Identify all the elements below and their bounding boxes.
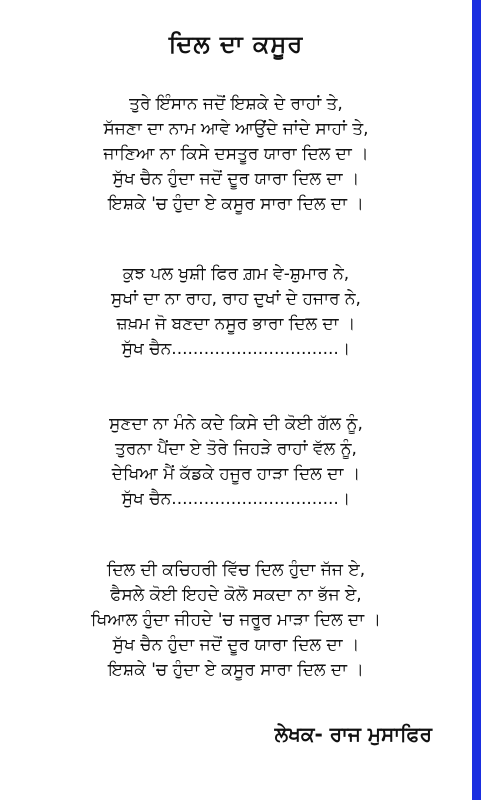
poem-line: ਤੁਰੇ ਇੰਸਾਨ ਜਦੋਂ ਇਸ਼ਕੇ ਦੇ ਰਾਹਾਂ ਤੇ,	[129, 94, 343, 114]
poem-line: ਫੈਸਲੇ ਕੋਈ ਇਹਦੇ ਕੋਲੋ ਸਕਦਾ ਨਾ ਭੱਜ ਏ,	[110, 585, 362, 605]
stanza-3	[0, 412, 472, 512]
poem-line: ਖਿਆਲ ਹੁੰਦਾ ਜੀਹਦੇ 'ਚ ਜਰੂਰ ਮਾੜਾ ਦਿਲ ਦਾ ।	[90, 610, 382, 630]
poem-line: ਸੁਣਦਾ ਨਾ ਮੰਨੇ ਕਦੇ ਕਿਸੇ ਦੀ ਕੋਈ ਗੱਲ ਨੂੰ,	[109, 414, 363, 434]
poem-line: ਇਸ਼ਕੇ 'ਚ ਹੁੰਦਾ ਏ ਕਸੂਰ ਸਾਰਾ ਦਿਲ ਦਾ ।	[108, 194, 364, 214]
poem-line: ਜਾਣਿਆ ਨਾ ਕਿਸੇ ਦਸਤੂਰ ਯਾਰਾ ਦਿਲ ਦਾ ।	[103, 144, 369, 164]
stanza-1	[0, 92, 472, 217]
poem-line: ਸੁੱਖ ਚੈਨ ਹੁੰਦਾ ਜਦੋਂ ਦੂਰ ਯਾਰਾ ਦਿਲ ਦਾ ।	[112, 635, 360, 655]
stanza-4	[0, 558, 472, 683]
poem-line: ਸੁੱਖ ਚੈਨ...............................।	[121, 339, 351, 359]
poem-line: ਸੱਜਣਾ ਦਾ ਨਾਮ ਆਵੇ ਆਉਂਦੇ ਜਾਂਦੇ ਸਾਹਾਂ ਤੇ,	[103, 119, 369, 139]
poem-line: ਦਿਲ ਦੀ ਕਚਿਹਰੀ ਵਿੱਚ ਦਿਲ ਹੁੰਦਾ ਜੱਜ ਏ,	[106, 560, 366, 580]
poem-line: ਦੇਖਿਆ ਮੈਂ ਕੱਡਕੇ ਹਜੂਰ ਹਾੜਾ ਦਿਲ ਦਾ ।	[111, 464, 361, 484]
poem-line: ਸੁੱਖ ਚੈਨ...............................।	[121, 489, 351, 509]
poem-line: ਤੁਰਨਾ ਪੈਂਦਾ ਏ ਤੋਰੇ ਜਿਹੜੇ ਰਾਹਾਂ ਵੱਲ ਨੂੰ,	[115, 439, 357, 459]
poem-line: ਜ਼ਖ਼ਮ ਜੋ ਬਣਦਾ ਨਸੂਰ ਭਾਰਾ ਦਿਲ ਦਾ ।	[116, 314, 356, 334]
poem-line: ਸੁਖਾਂ ਦਾ ਨਾ ਰਾਹ, ਰਾਹ ਦੁਖਾਂ ਦੇ ਹਜਾਰ ਨੇ,	[111, 289, 361, 309]
poem-title: ਦਿਲ ਦਾ ਕਸੂਰ	[168, 30, 304, 58]
stanza-2	[0, 262, 472, 362]
poem-line: ਕੁਝ ਪਲ ਖੁਸ਼ੀ ਫਿਰ ਗ਼ਮ ਵੇ-ਸ਼ੁਮਾਰ ਨੇ,	[122, 264, 350, 284]
author-credit: ਲੇਖਕ- ਰਾਜ ਮੁਸਾਫਿਰ	[274, 722, 432, 746]
poem-line: ਇਸ਼ਕੇ 'ਚ ਹੁੰਦਾ ਏ ਕਸੂਰ ਸਾਰਾ ਦਿਲ ਦਾ ।	[108, 660, 364, 680]
poem-line: ਸੁੱਖ ਚੈਨ ਹੁੰਦਾ ਜਦੋਂ ਦੂਰ ਯਾਰਾ ਦਿਲ ਦਾ ।	[112, 169, 360, 189]
